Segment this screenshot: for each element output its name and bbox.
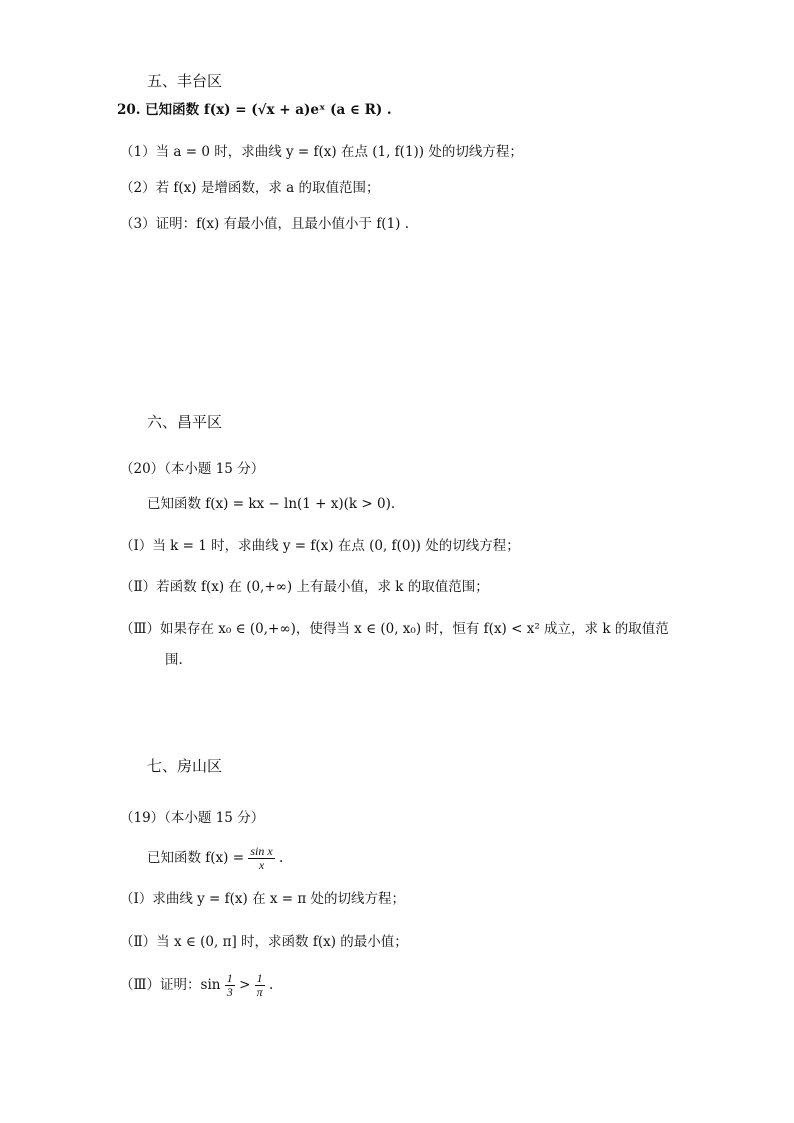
fraction-sinx-over-x xyxy=(248,845,274,872)
problem-title-fangshan: （19）（本小题 15 分） xyxy=(120,810,265,826)
problem-item-2-fangshan: （Ⅱ）当 x ∈ (0, π] 时，求函数 f(x) 的最小值； xyxy=(120,934,408,950)
problem-title-changping: （20）（本小题 15 分） xyxy=(120,461,265,477)
fraction-denominator: π xyxy=(256,985,263,999)
problem-item-1-fengtai: （1）当 a = 0 时，求曲线 y = f(x) 在点 (1, f(1)) 处的切线方程； xyxy=(120,144,523,160)
fraction-one-over-pi xyxy=(255,972,265,999)
fraction-numerator: 1 xyxy=(226,971,233,985)
fraction-one-third xyxy=(225,972,235,999)
problem-title-fengtai: 20. 已知函数 f(x) = (√x + a)eˣ (a ∈ R) . xyxy=(117,102,392,118)
fraction-denominator: 3 xyxy=(226,985,233,999)
problem-statement-fangshan xyxy=(147,845,283,872)
fraction-denominator: x xyxy=(258,858,265,872)
problem-item-1-changping: （Ⅰ）当 k = 1 时，求曲线 y = f(x) 在点 (0, f(0)) 处的切线方程； xyxy=(120,538,520,554)
statement-suffix: . xyxy=(278,850,284,866)
section-heading-fengtai: 五、丰台区 xyxy=(147,72,223,90)
fraction-numerator: sin x xyxy=(250,844,273,858)
problem-item-3-continuation-changping: 围. xyxy=(165,652,183,668)
item3-prefix: （Ⅲ）证明：sin xyxy=(120,977,221,993)
problem-item-2-fengtai: （2）若 f(x) 是增函数，求 a 的取值范围； xyxy=(120,180,380,196)
item3-comparison: > xyxy=(239,977,255,993)
problem-statement-changping: 已知函数 f(x) = kx − ln(1 + x)(k > 0). xyxy=(147,496,396,512)
item3-suffix: . xyxy=(268,977,274,993)
fraction-numerator: 1 xyxy=(255,972,265,986)
section-heading-fangshan: 七、房山区 xyxy=(147,757,223,775)
statement-prefix: 已知函数 f(x) = xyxy=(147,850,249,866)
problem-item-3-changping: （Ⅲ）如果存在 x₀ ∈ (0,+∞)，使得当 x ∈ (0, x₀) 时，恒有 f(x) < x² 成立，求 k 的取值范 xyxy=(120,621,669,637)
section-heading-changping: 六、昌平区 xyxy=(147,413,223,431)
problem-item-1-fangshan: （Ⅰ）求曲线 y = f(x) 在 x = π 处的切线方程； xyxy=(120,891,406,907)
problem-item-2-changping: （Ⅱ）若函数 f(x) 在 (0,+∞) 上有最小值，求 k 的取值范围； xyxy=(120,579,489,595)
problem-item-3-fangshan xyxy=(120,972,273,999)
problem-item-3-fengtai: （3）证明：f(x) 有最小值，且最小值小于 f(1) . xyxy=(120,216,410,232)
